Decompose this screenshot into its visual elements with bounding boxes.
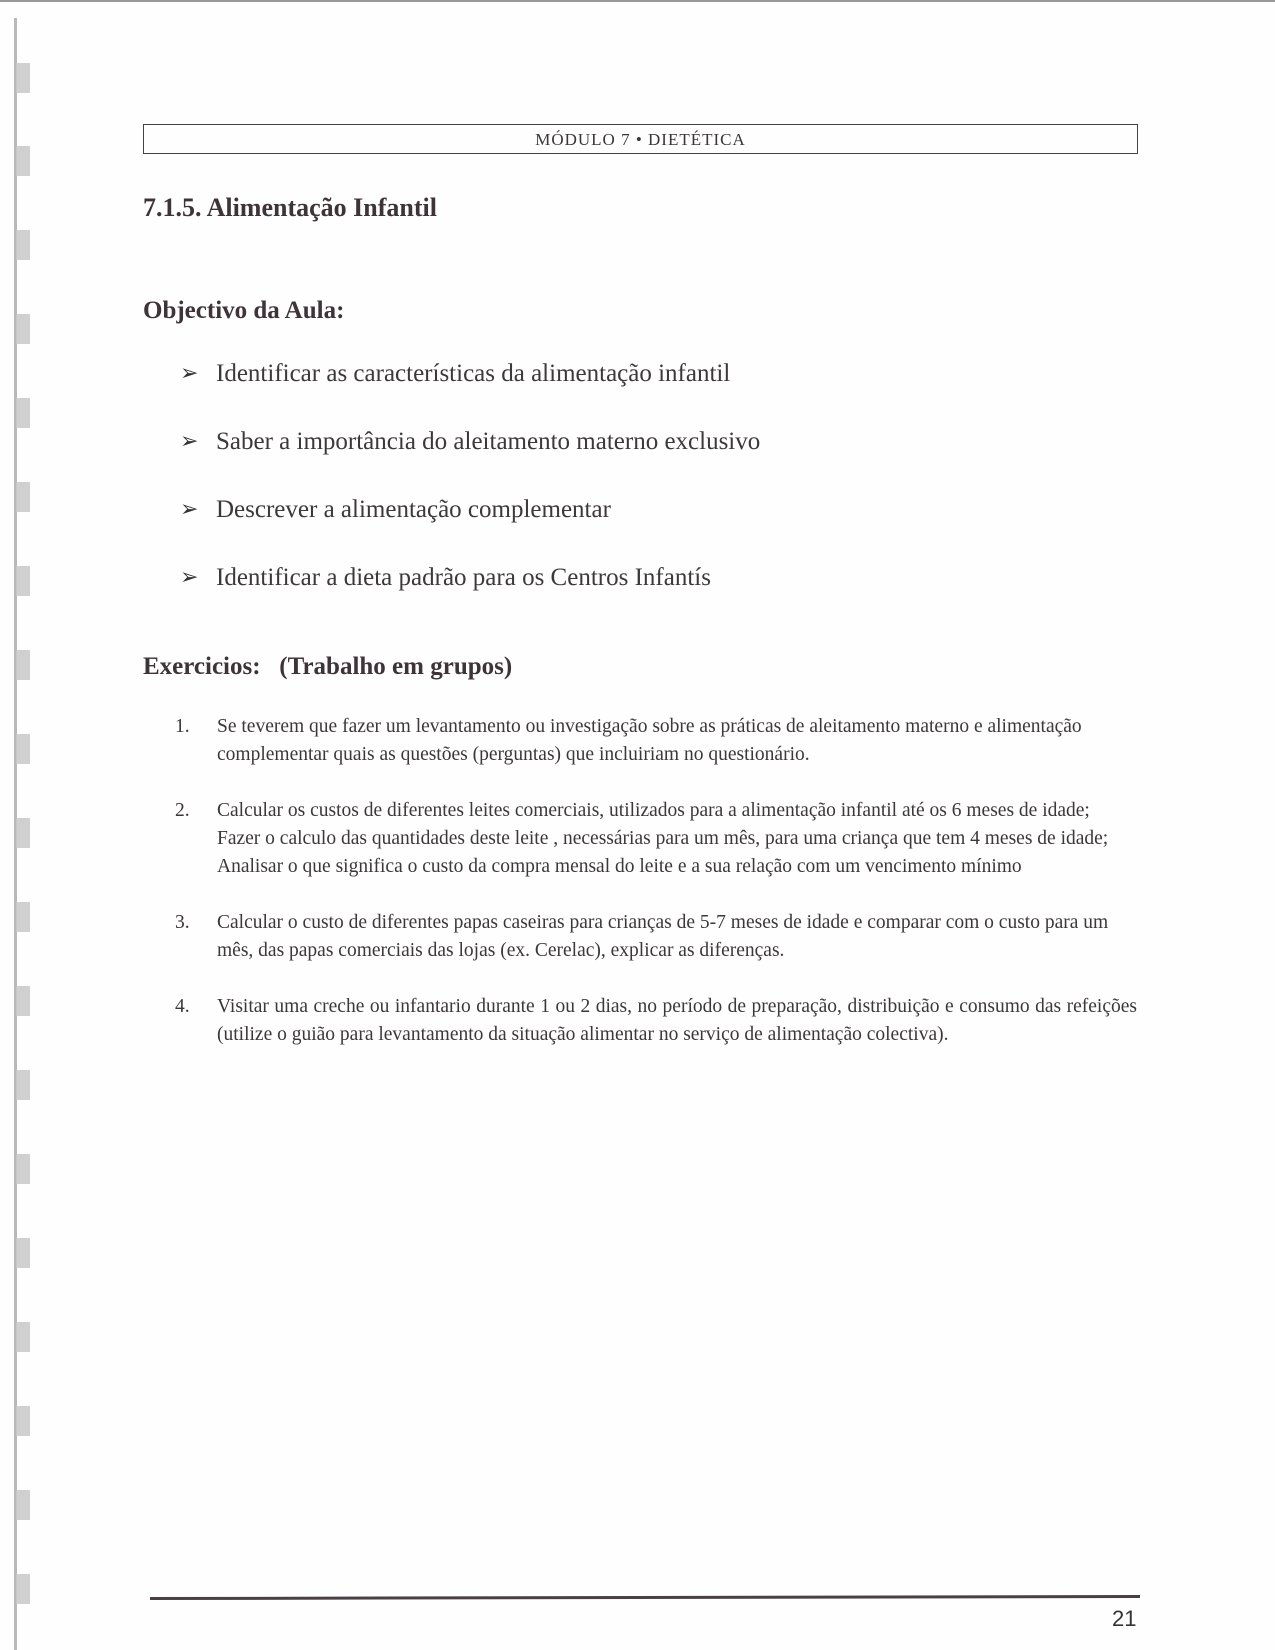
objective-text: Identificar a dieta padrão para os Centros Infantís — [216, 564, 711, 591]
exercise-number: 2. — [175, 800, 190, 821]
page-number: 21 — [1112, 1606, 1137, 1631]
section-title: 7.1.5. Alimentação Infantil — [143, 193, 437, 222]
arrowhead-bullet-icon: ➢ — [180, 360, 199, 385]
binding-tab — [16, 63, 30, 93]
binding-tab — [16, 230, 30, 260]
footer-rule — [150, 1595, 1140, 1600]
objective-item — [180, 428, 760, 496]
exercise-item — [175, 713, 1145, 769]
binding-tab — [16, 818, 30, 848]
exercises-heading: Exercicios: (Trabalho em grupos) — [143, 653, 513, 680]
objectives-heading: Objectivo da Aula: — [143, 297, 345, 324]
binding-tab — [16, 1406, 30, 1436]
binding-tab — [16, 1322, 30, 1352]
scan-top-edge — [0, 0, 1275, 2]
arrowhead-bullet-icon: ➢ — [180, 496, 199, 521]
binding-tab — [16, 314, 30, 344]
binding-tab — [16, 1238, 30, 1268]
binding-tab — [16, 650, 30, 680]
exercise-text: Calcular o custo de diferentes papas caseiras para crianças de 5-7 meses de idade e comparar com o custo para um mês, das papas comerciais das lojas (ex. Cerelac), explicar as diferenças. — [217, 912, 1109, 961]
binding-tab — [16, 902, 30, 932]
exercise-item — [175, 993, 1145, 1049]
objectives-list — [180, 360, 760, 632]
exercises-list — [175, 713, 1145, 1077]
binding-tab — [16, 566, 30, 596]
objective-text: Saber a importância do aleitamento materno exclusivo — [216, 428, 761, 455]
exercise-number: 4. — [175, 996, 190, 1017]
binding-tab — [16, 146, 30, 176]
objective-text: Descrever a alimentação complementar — [216, 496, 611, 523]
exercise-number: 3. — [175, 912, 190, 933]
exercise-number: 1. — [175, 716, 190, 737]
binding-tab — [16, 1154, 30, 1184]
arrowhead-bullet-icon: ➢ — [180, 428, 199, 453]
exercise-item — [175, 797, 1145, 881]
exercise-item — [175, 909, 1145, 965]
binding-tab — [16, 986, 30, 1016]
arrowhead-bullet-icon: ➢ — [180, 564, 199, 589]
binding-tab — [16, 398, 30, 428]
binding-tab — [16, 482, 30, 512]
module-label: MÓDULO 7 • DIETÉTICA — [535, 130, 746, 149]
objective-item — [180, 360, 760, 428]
exercise-text: Calcular os custos de diferentes leites comerciais, utilizados para a alimentação infantil até os 6 meses de idade; Fazer o calculo das quantidades deste leite , necessárias para um mês, para uma criança que tem 4 meses de idade; Analisar o que significa o custo da compra mensal do leite e a sua relação com um vencimento mínimo — [217, 800, 1109, 877]
objective-item — [180, 564, 760, 632]
objective-text: Identificar as características da alimentação infantil — [216, 360, 731, 387]
module-header-box — [143, 124, 1138, 154]
spiral-binding-edge — [12, 18, 34, 1650]
binding-tab — [16, 1490, 30, 1520]
exercise-text: Se teverem que fazer um levantamento ou investigação sobre as práticas de aleitamento materno e alimentação complementar quais as questões (perguntas) que incluiriam no questionário. — [217, 716, 1082, 765]
binding-tab — [16, 1070, 30, 1100]
binding-tab — [16, 734, 30, 764]
binding-tab — [16, 1574, 30, 1604]
exercise-text: Visitar uma creche ou infantario durante 1 ou 2 dias, no período de preparação, distribuição e consumo das refeições (utilize o guião para levantamento da situação alimentar no serviço de alimentação colectiva). — [217, 996, 1137, 1045]
objective-item — [180, 496, 760, 564]
